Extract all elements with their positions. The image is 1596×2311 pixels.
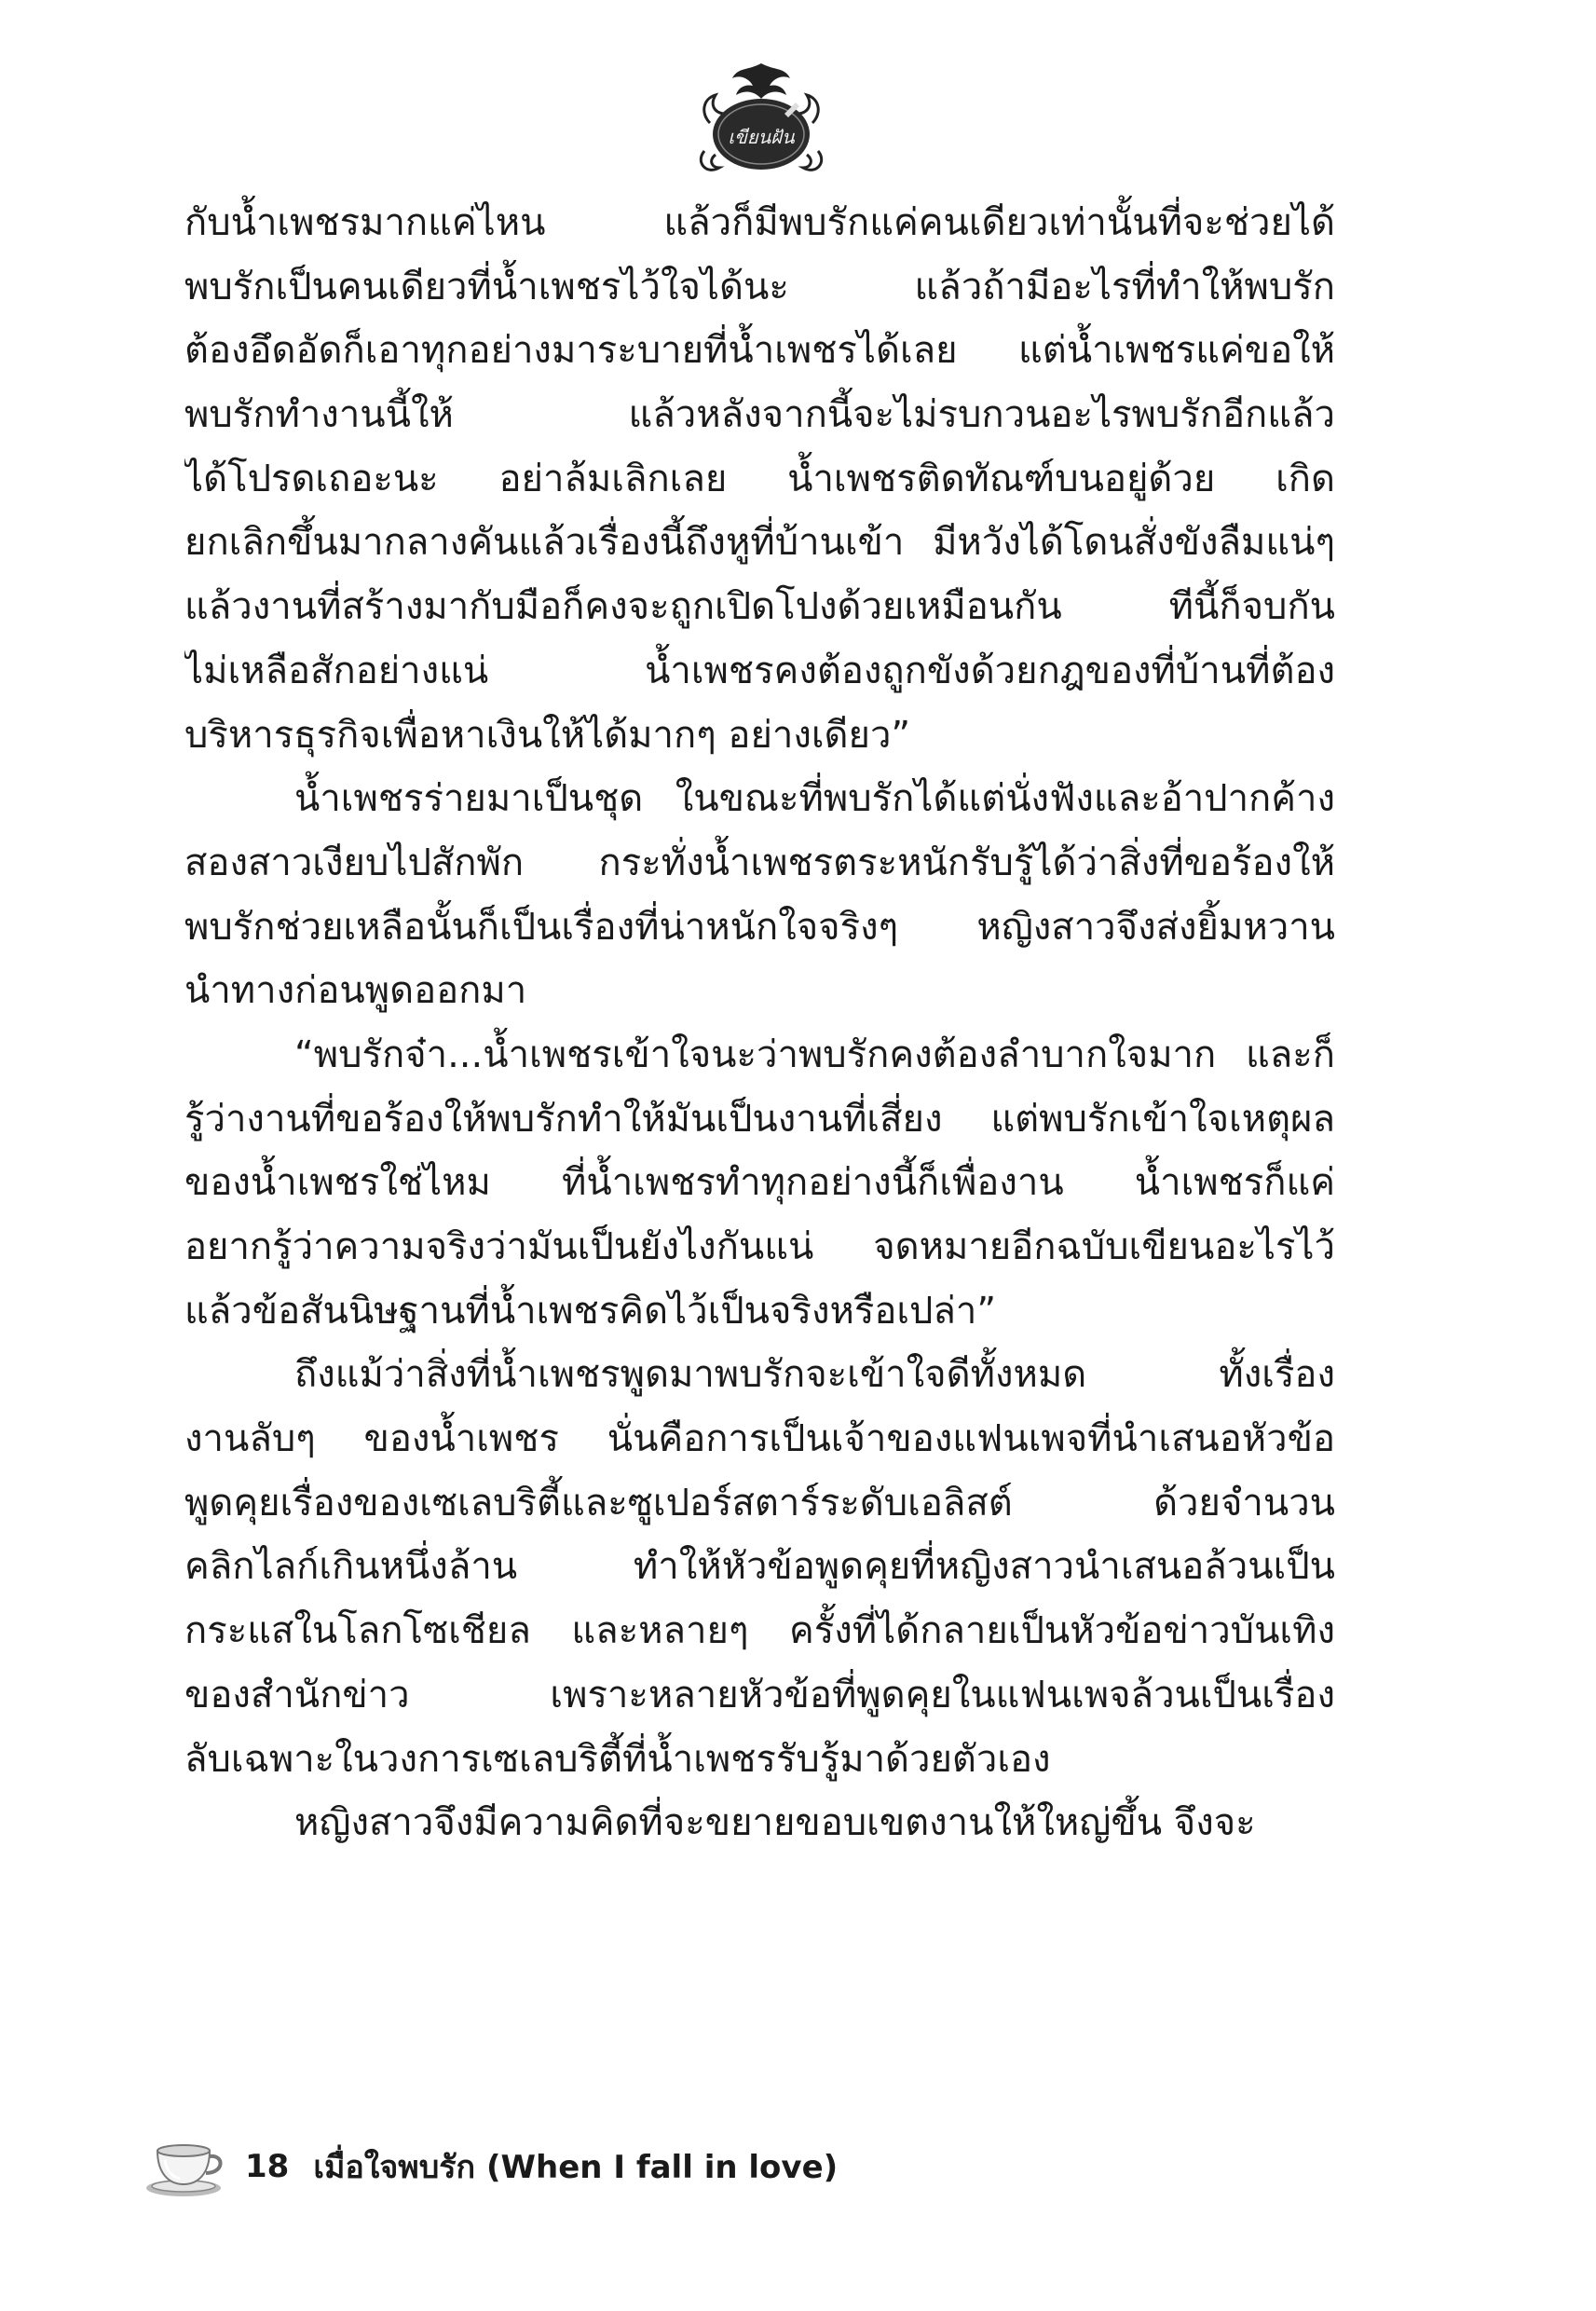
text-line: พบรักช่วยเหลือนั้นก็เป็นเรื่องที่น่าหนักใจจริงๆ หญิงสาวจึงส่งยิ้มหวาน bbox=[184, 905, 1335, 949]
text-line: พบรักทำงานนี้ให้ แล้วหลังจากนี้จะไม่รบกวนอะไรพบรักอีกแล้ว bbox=[184, 393, 1335, 437]
text-line: ไม่เหลือสักอย่างแน่ น้ำเพชรคงต้องถูกขังด้วยกฎของที่บ้านที่ต้อง bbox=[184, 649, 1335, 692]
text-line: กระแสในโลกโซเชียล และหลายๆ ครั้งที่ได้กลายเป็นหัวข้อข่าวบันเทิง bbox=[184, 1609, 1335, 1653]
publisher-logo-icon bbox=[691, 58, 831, 181]
text-line: แล้วข้อสันนิษฐานที่น้ำเพชรคิดไว้เป็นจริงหรือเปล่า” bbox=[184, 1289, 997, 1333]
text-line: ได้โปรดเถอะนะ อย่าล้มเลิกเลย น้ำเพชรติดทัณฑ์บนอยู่ด้วย เกิด bbox=[184, 457, 1335, 500]
text-line: อยากรู้ว่าความจริงว่ามันเป็นยังไงกันแน่ จดหมายอีกฉบับเขียนอะไรไว้ bbox=[184, 1225, 1335, 1268]
text-line: แล้วงานที่สร้างมากับมือก็คงจะถูกเปิดโปงด้วยเหมือนกัน ทีนี้ก็จบกัน bbox=[184, 585, 1335, 629]
text-line: ของน้ำเพชรใช่ไหม ที่น้ำเพชรทำทุกอย่างนี้ก็เพื่องาน น้ำเพชรก็แค่ bbox=[184, 1161, 1335, 1205]
text-line: พูดคุยเรื่องของเซเลบริตี้และซูเปอร์สตาร์ระดับเอลิสต์ ด้วยจำนวน bbox=[184, 1481, 1335, 1525]
text-line: นำทางก่อนพูดออกมา bbox=[184, 969, 527, 1013]
page-footer bbox=[144, 2134, 838, 2199]
teacup-icon bbox=[144, 2134, 228, 2199]
text-line: งานลับๆ ของน้ำเพชร นั่นคือการเป็นเจ้าของแฟนเพจที่นำเสนอหัวข้อ bbox=[184, 1417, 1335, 1461]
text-line: “พบรักจ๋า...น้ำเพชรเข้าใจนะว่าพบรักคงต้องลำบากใจมาก และก็ bbox=[294, 1032, 1335, 1076]
text-line: หญิงสาวจึงมีความคิดที่จะขยายขอบเขตงานให้ใหญ่ขึ้น จึงจะ bbox=[294, 1801, 1256, 1845]
text-line: กับน้ำเพชรมากแค่ไหน แล้วก็มีพบรักแค่คนเดียวเท่านั้นที่จะช่วยได้ bbox=[184, 201, 1335, 244]
text-line: สองสาวเงียบไปสักพัก กระทั่งน้ำเพชรตระหนักรับรู้ได้ว่าสิ่งที่ขอร้องให้ bbox=[184, 841, 1335, 884]
book-title: เมื่อใจพบรัก (When I fall in love) bbox=[313, 2149, 839, 2186]
logo-label: เขียนฝัน bbox=[728, 126, 795, 148]
text-line: พบรักเป็นคนเดียวที่น้ำเพชรไว้ใจได้นะ แล้วถ้ามีอะไรที่ทำให้พบรัก bbox=[184, 265, 1335, 308]
text-line: คลิกไลก์เกินหนึ่งล้าน ทำให้หัวข้อพูดคุยที่หญิงสาวนำเสนอล้วนเป็น bbox=[184, 1545, 1335, 1589]
text-line: ถึงแม้ว่าสิ่งที่น้ำเพชรพูดมาพบรักจะเข้าใจดีทั้งหมด ทั้งเรื่อง bbox=[294, 1353, 1335, 1397]
text-line: ยกเลิกขึ้นมากลางคันแล้วเรื่องนี้ถึงหูที่บ้านเข้า มีหวังได้โดนสั่งขังลืมแน่ๆ bbox=[184, 521, 1335, 565]
text-line: ของสำนักข่าว เพราะหลายหัวข้อที่พูดคุยในแฟนเพจล้วนเป็นเรื่อง bbox=[184, 1673, 1335, 1716]
text-line: น้ำเพชรร่ายมาเป็นชุด ในขณะที่พบรักได้แต่นั่งฟังและอ้าปากค้าง bbox=[294, 777, 1335, 821]
text-line: ต้องอึดอัดก็เอาทุกอย่างมาระบายที่น้ำเพชรได้เลย แต่น้ำเพชรแค่ขอให้ bbox=[184, 329, 1335, 373]
body-text bbox=[184, 191, 1335, 1855]
text-line: ลับเฉพาะในวงการเซเลบริตี้ที่น้ำเพชรรับรู้มาด้วยตัวเอง bbox=[184, 1737, 1051, 1781]
text-line: รู้ว่างานที่ขอร้องให้พบรักทำให้มันเป็นงานที่เสี่ยง แต่พบรักเข้าใจเหตุผล bbox=[184, 1097, 1335, 1141]
publisher-logo bbox=[691, 58, 831, 181]
page-number: 18 bbox=[245, 2148, 290, 2185]
text-line: บริหารธุรกิจเพื่อหาเงินให้ได้มากๆ อย่างเดียว” bbox=[184, 713, 911, 757]
